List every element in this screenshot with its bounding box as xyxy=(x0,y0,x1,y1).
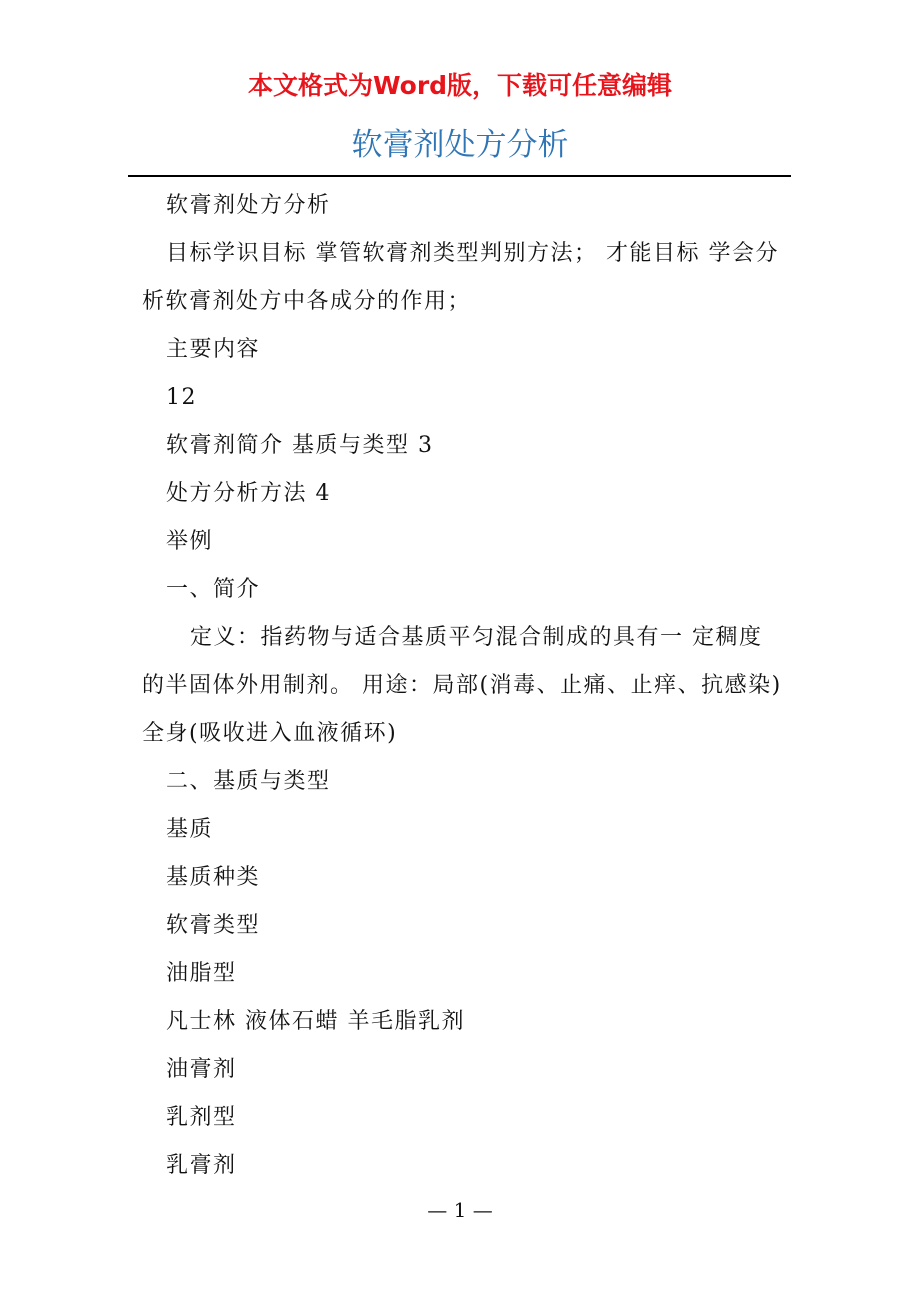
document-title: 软膏剂处方分析 xyxy=(351,127,569,163)
paragraph: 油脂型 xyxy=(166,961,237,986)
paragraph: 油膏剂 xyxy=(166,1057,237,1082)
paragraph: 软膏剂简介 基质与类型 3 xyxy=(166,433,434,458)
paragraph: 12 xyxy=(166,385,197,410)
format-notice-banner: 本文格式为Word版，下载可任意编辑 xyxy=(247,71,673,100)
paragraph: 凡士林 液体石蜡 羊毛脂乳剂 xyxy=(166,1009,465,1034)
paragraph-objectives: 目标学识目标 掌管软膏剂类型判别方法； 才能目标 学会分析软膏剂处方中各成分的作用； xyxy=(142,241,779,314)
paragraph: 乳剂型 xyxy=(166,1105,237,1130)
paragraph: 主要内容 xyxy=(166,337,261,362)
page-number: — 1 — xyxy=(427,1198,493,1222)
paragraph: 举例 xyxy=(166,529,214,554)
document-body xyxy=(142,182,782,1190)
paragraph: 乳膏剂 xyxy=(166,1153,237,1178)
paragraph: 基质 xyxy=(166,817,214,842)
section-heading-intro: 一、简介 xyxy=(166,577,261,602)
paragraph: 软膏类型 xyxy=(166,913,261,938)
title-divider xyxy=(128,175,791,177)
paragraph: 基质种类 xyxy=(166,865,261,890)
section-heading-base: 二、基质与类型 xyxy=(166,769,331,794)
paragraph-definition: 定义：指药物与适合基质平匀混合制成的具有一 定稠度的半固体外用制剂。 用途：局部(消毒、止痛、止痒、抗感染) 全身(吸收进入血液循环) xyxy=(142,625,782,746)
paragraph: 软膏剂处方分析 xyxy=(166,193,331,218)
paragraph: 处方分析方法 4 xyxy=(166,481,331,506)
